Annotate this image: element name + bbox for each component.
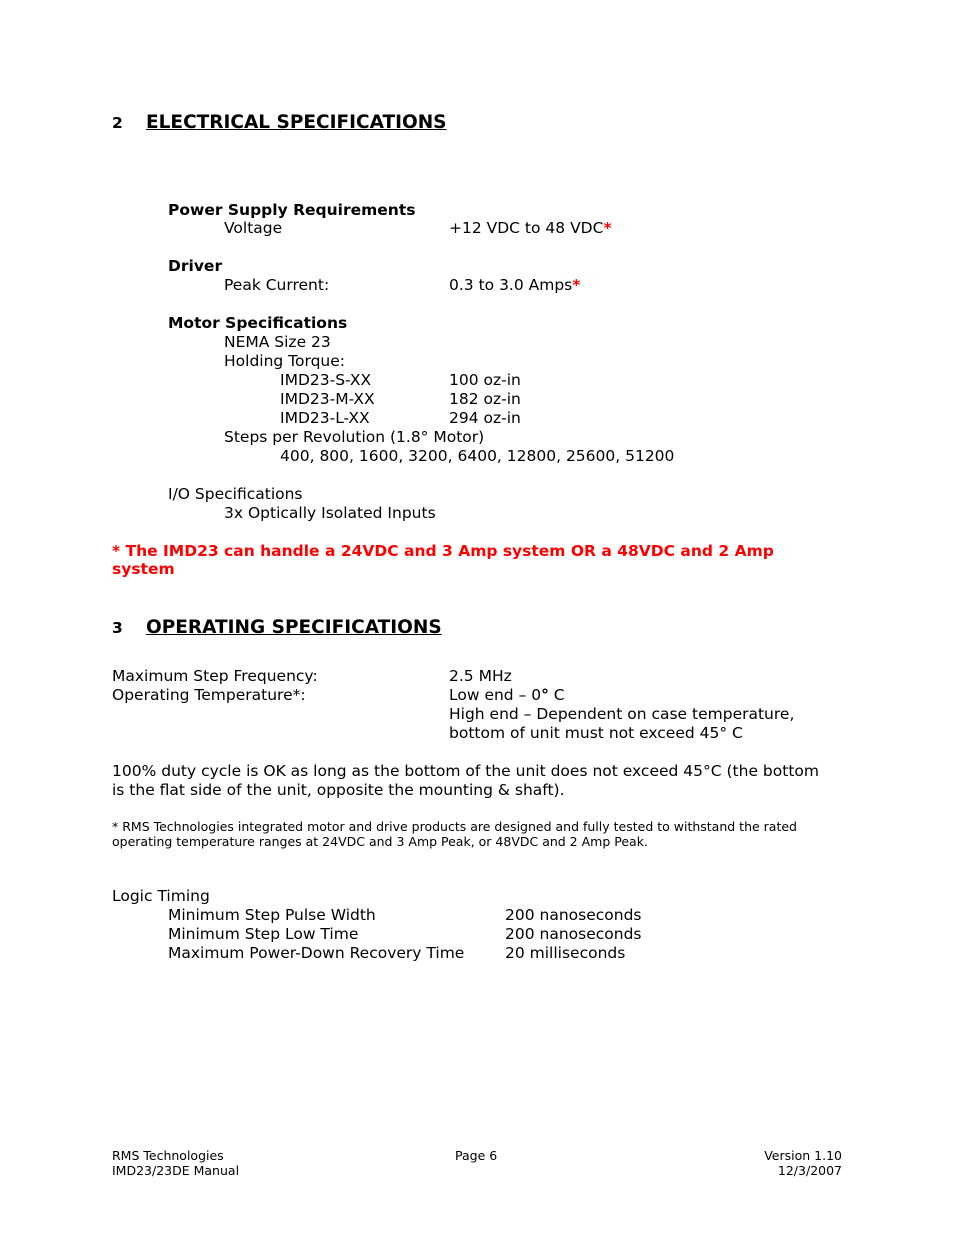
footer-page-number: Page 6 [455, 1148, 498, 1163]
motor-spec-heading: Motor Specifications [168, 314, 348, 332]
logic-timing-heading: Logic Timing [112, 887, 210, 905]
voltage-label: Voltage [224, 219, 283, 237]
max-step-value: 2.5 MHz [449, 667, 512, 685]
temp-high-line2: bottom of unit must not exceed 45° C [449, 724, 743, 742]
footnote-line1: * RMS Technologies integrated motor and drive products are designed and fully tested to withstand the rated [112, 819, 797, 834]
peak-current-value: 0.3 to 3.0 Amps* [449, 276, 581, 294]
nema-size: NEMA Size 23 [224, 333, 331, 351]
power-supply-heading: Power Supply Requirements [168, 201, 416, 219]
torque-model: IMD23-M-XX [280, 390, 375, 408]
logic-row-value: 200 nanoseconds [505, 906, 642, 924]
voltage-value: +12 VDC to 48 VDC* [449, 219, 612, 237]
section-3-number: 3 [112, 619, 123, 637]
duty-cycle-line2: is the flat side of the unit, opposite the mounting & shaft). [112, 781, 565, 799]
footnote-line2: operating temperature ranges at 24VDC and 3 Amp Peak, or 48VDC and 2 Amp Peak. [112, 834, 648, 849]
peak-current-label: Peak Current: [224, 276, 330, 294]
logic-row-value: 200 nanoseconds [505, 925, 642, 943]
logic-row-label: Maximum Power-Down Recovery Time [168, 944, 465, 962]
duty-cycle-line1: 100% duty cycle is OK as long as the bottom of the unit does not exceed 45°C (the bottom [112, 762, 819, 780]
torque-model: IMD23-L-XX [280, 409, 370, 427]
peak-asterisk: * [572, 276, 581, 294]
driver-heading: Driver [168, 257, 223, 275]
logic-row-value: 20 milliseconds [505, 944, 626, 962]
torque-value: 100 oz-in [449, 371, 521, 389]
voltage-asterisk: * [603, 219, 612, 237]
system-note-line1: * The IMD23 can handle a 24VDC and 3 Amp system OR a 48VDC and 2 Amp [112, 542, 774, 560]
temp-label: Operating Temperature*: [112, 686, 306, 704]
torque-value: 182 oz-in [449, 390, 521, 408]
steps-label: Steps per Revolution (1.8° Motor) [224, 428, 485, 446]
footer-company: RMS Technologies [112, 1148, 224, 1163]
io-heading: I/O Specifications [168, 485, 303, 503]
logic-row-label: Minimum Step Pulse Width [168, 906, 376, 924]
section-3-title: OPERATING SPECIFICATIONS [146, 617, 442, 638]
torque-model: IMD23-S-XX [280, 371, 372, 389]
temp-low: Low end – 0° C [449, 686, 565, 704]
footer-date: 12/3/2007 [777, 1163, 842, 1178]
holding-torque-label: Holding Torque: [224, 352, 346, 370]
torque-value: 294 oz-in [449, 409, 521, 427]
logic-row-label: Minimum Step Low Time [168, 925, 359, 943]
footer-version: Version 1.10 [764, 1148, 842, 1163]
system-note-line2: system [112, 560, 175, 578]
footer-manual: IMD23/23DE Manual [112, 1163, 240, 1178]
io-inputs: 3x Optically Isolated Inputs [224, 504, 436, 522]
temp-high-line1: High end – Dependent on case temperature, [449, 705, 795, 723]
max-step-label: Maximum Step Frequency: [112, 667, 318, 685]
steps-values: 400, 800, 1600, 3200, 6400, 12800, 25600, 51200 [280, 447, 675, 465]
section-2-title: ELECTRICAL SPECIFICATIONS [146, 112, 447, 133]
section-2-number: 2 [112, 114, 123, 132]
